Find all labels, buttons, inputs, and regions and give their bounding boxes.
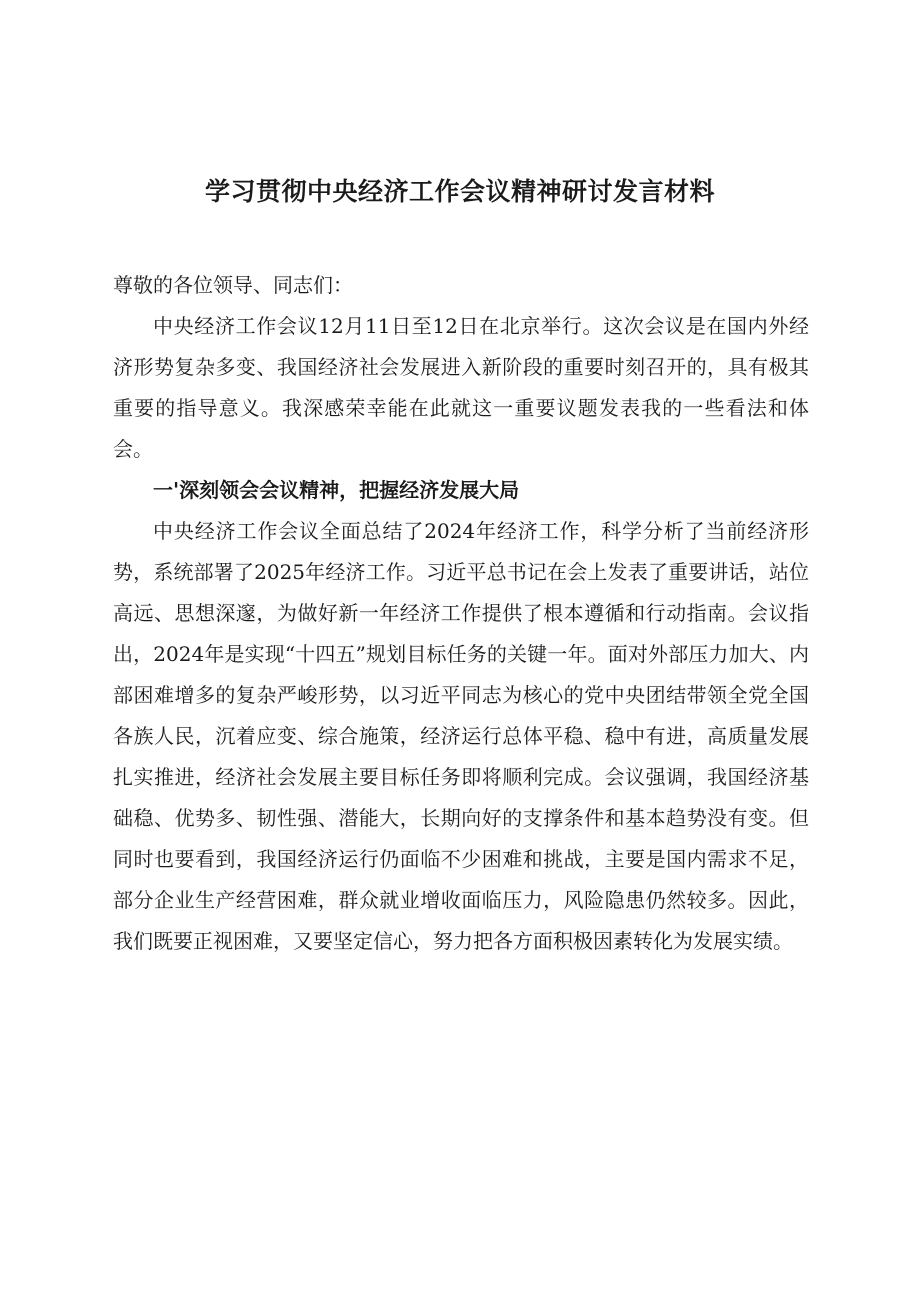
section-heading: 一'深刻领会会议精神，把握经济发展大局 (153, 478, 520, 502)
intro-paragraph: 中央经济工作会议12月11日至12日在北京举行。这次会议是在国内外经济形势复杂多变、我国经济社会发展进入新阶段的重要时刻召开的，具有极其重要的指导意义。我深感荣幸能在此就这一重要议题发表我的一些看法和体会。 (113, 314, 809, 461)
salutation: 尊敬的各位领导、同志们： (113, 273, 353, 297)
section-paragraph: 中央经济工作会议全面总结了2024年经济工作，科学分析了当前经济形势，系统部署了2025年经济工作。习近平总书记在会上发表了重要讲话，站位高远、思想深邃，为做好新一年经济工作提供了根本遵循和行动指南。会议指出，2024年是实现“十四五”规划目标任务的关键一年。面对外部压力加大、内部困难增多的复杂严峻形势，以习近平同志为核心的党中央团结带领全党全国各族人民，沉着应变、综合施策，经济运行总体平稳、稳中有进，高质量发展扎实推进，经济社会发展主要目标任务即将顺利完成。会议强调，我国经济基础稳、优势多、韧性强、潜能大，长期向好的支撑条件和基本趋势没有变。但同时也要看到，我国经济运行仍面临不少困难和挑战，主要是国内需求不足，部分企业生产经营困难，群众就业增收面临压力，风险隐患仍然较多。因此，我们既要正视困难，又要坚定信心，努力把各方面积极因素转化为发展实绩。 (113, 519, 809, 953)
document-title: 学习贯彻中央经济工作会议精神研讨发言材料 (204, 177, 715, 206)
document-body (113, 265, 809, 962)
